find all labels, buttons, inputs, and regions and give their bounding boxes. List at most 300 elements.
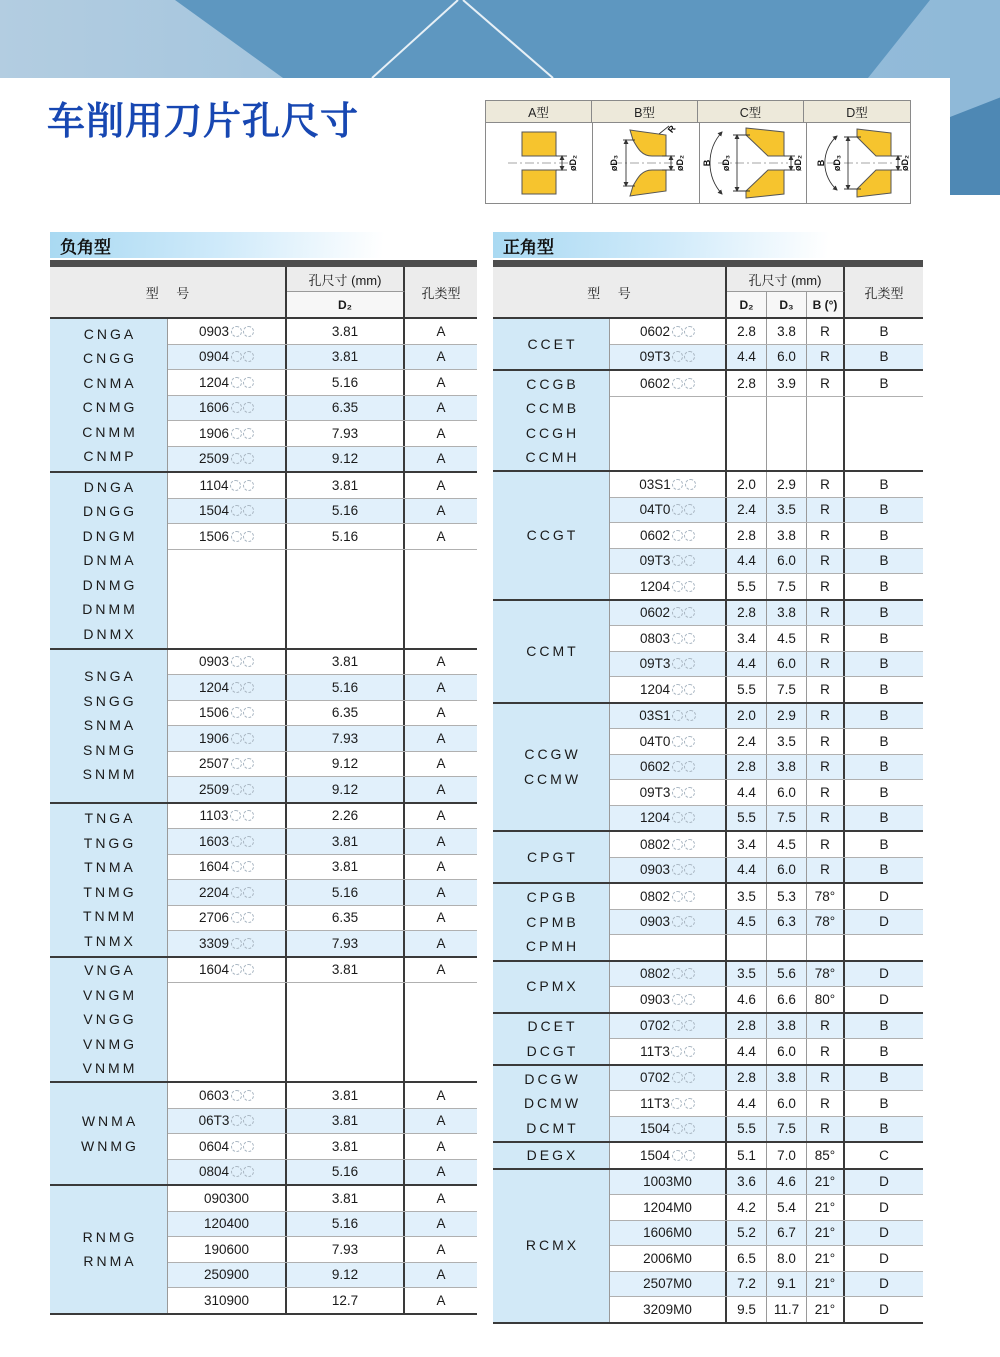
model-cell <box>168 931 287 956</box>
series-rows <box>168 319 477 471</box>
model-cell <box>168 1212 287 1237</box>
series-names-cell <box>493 371 610 470</box>
hole-type-cell: A <box>436 859 446 875</box>
dashed-circle-icon <box>231 656 242 667</box>
model-number: 1603 <box>198 833 230 849</box>
dimension-cell: R <box>807 806 845 831</box>
model-cell <box>610 1272 727 1297</box>
empty-row <box>610 934 923 960</box>
model-cell <box>610 319 727 344</box>
dashed-circle-icon <box>684 1098 695 1109</box>
dashed-circle-icon <box>684 787 695 798</box>
dashed-circle-icon <box>672 530 683 541</box>
dashed-circle-icon <box>243 938 254 949</box>
dashed-circle-icon <box>231 912 242 923</box>
dimension-cell: 3.5 <box>727 962 767 987</box>
series-name: VNGG <box>83 1011 137 1027</box>
model-cell <box>610 345 727 370</box>
dashed-circle-icon <box>243 1166 254 1177</box>
model-cell <box>610 1297 727 1322</box>
model-cell <box>168 1186 287 1211</box>
model-number: 1604 <box>198 859 230 875</box>
dashed-circle-icon <box>243 351 254 362</box>
table-row <box>610 1245 923 1271</box>
model-cell <box>610 729 727 754</box>
dim-label-d2: øD₂ <box>675 155 685 171</box>
dashed-circle-icon <box>672 351 683 362</box>
model-number: 0804 <box>198 1164 230 1180</box>
dimension-cell: 7.93 <box>287 931 405 956</box>
model-series-group <box>50 958 477 1084</box>
dashed-circle-icon <box>684 1123 695 1134</box>
table-row <box>610 704 923 729</box>
table-row <box>610 1220 923 1246</box>
model-cell <box>168 1263 287 1288</box>
dimension-cell <box>287 550 405 648</box>
model-number: 1604 <box>198 962 230 978</box>
col-header-d2: D₂ <box>287 292 405 317</box>
dimension-cell: 80° <box>807 987 845 1012</box>
dimension-cell: 5.3 <box>767 884 807 909</box>
hole-type-cell: A <box>436 884 446 900</box>
model-number: 0602 <box>639 759 671 775</box>
hole-type-cell: D <box>879 1276 889 1292</box>
series-name: TNGA <box>84 810 136 826</box>
dashed-circle-icon <box>672 607 683 618</box>
model-number: 2204 <box>198 884 230 900</box>
banner-lines <box>0 0 1000 78</box>
model-cell <box>610 1066 727 1091</box>
model-number: 0702 <box>639 1018 671 1034</box>
model-series-group <box>50 650 477 804</box>
model-cell <box>610 523 727 548</box>
model-series-group <box>493 1014 923 1066</box>
model-cell <box>610 1246 727 1271</box>
dimension-cell <box>767 397 807 471</box>
series-name: DCGT <box>526 1042 579 1059</box>
dimension-cell: 2.9 <box>767 472 807 497</box>
dimension-cell: 6.0 <box>767 1039 807 1064</box>
model-number: 1104 <box>199 477 229 493</box>
series-name: CCGB <box>526 375 579 392</box>
model-cell <box>610 1143 727 1168</box>
model-number: 1906 <box>198 425 230 441</box>
dimension-cell: 4.5 <box>767 626 807 651</box>
section-divider <box>50 260 477 267</box>
table-row <box>610 857 923 883</box>
dimension-cell: 4.4 <box>727 652 767 677</box>
table-row <box>168 1287 477 1313</box>
model-number: 1204M0 <box>643 1199 692 1215</box>
model-series-group <box>493 472 923 601</box>
model-cell <box>610 626 727 651</box>
hole-type-cell: B <box>879 1018 889 1034</box>
type-a-diagram <box>486 123 593 203</box>
model-cell <box>610 371 727 396</box>
dashed-circle-icon <box>231 784 242 795</box>
dimension-cell: 4.4 <box>727 549 767 574</box>
hole-type-cell: A <box>436 654 446 670</box>
dimension-cell: 5.5 <box>727 677 767 702</box>
series-names-cell <box>50 958 168 1082</box>
hole-type-cell: A <box>436 1138 446 1154</box>
dashed-circle-icon <box>684 684 695 695</box>
model-cell <box>610 704 727 729</box>
dashed-circle-icon <box>684 581 695 592</box>
series-name: CCMB <box>525 400 580 416</box>
table-row <box>168 776 477 802</box>
table-row <box>610 472 923 497</box>
dimension-cell: 5.1 <box>727 1143 767 1168</box>
dimension-cell: 4.4 <box>727 780 767 805</box>
model-cell <box>610 780 727 805</box>
table-row <box>168 854 477 880</box>
series-name: CCGT <box>526 527 579 543</box>
dim-label-b: B <box>816 159 826 167</box>
model-number: 1506 <box>198 705 230 721</box>
dim-label-d3: øD₃ <box>832 154 842 172</box>
dimension-cell: R <box>807 755 845 780</box>
model-cell <box>168 447 287 472</box>
dashed-circle-icon <box>684 326 695 337</box>
dashed-circle-icon <box>231 733 242 744</box>
dashed-circle-icon <box>243 707 254 718</box>
series-rows <box>610 704 923 831</box>
dashed-circle-icon <box>231 1090 242 1101</box>
col-header-d2: D₂ <box>727 292 767 317</box>
dashed-circle-icon <box>231 1115 242 1126</box>
dashed-circle-icon <box>684 530 695 541</box>
col-header-model: 型 号 <box>493 267 727 317</box>
type-b-diagram <box>593 123 700 203</box>
model-cell <box>610 574 727 599</box>
dimension-cell: 3.81 <box>287 345 405 370</box>
table-header <box>493 267 923 319</box>
dim-label-d2: øD₂ <box>568 155 578 171</box>
hole-type-cell: B <box>879 1070 889 1086</box>
dimension-cell: R <box>807 574 845 599</box>
series-name: CPGB <box>526 889 579 905</box>
series-rows <box>610 884 923 960</box>
dimension-cell: 2.9 <box>767 704 807 729</box>
section-header-negative <box>50 232 477 258</box>
model-series-group <box>493 884 923 962</box>
dashed-circle-icon <box>243 1141 254 1152</box>
series-rows <box>610 1143 923 1168</box>
dashed-circle-icon <box>672 555 683 566</box>
dimension-cell: 3.81 <box>287 1186 405 1211</box>
model-cell <box>168 319 287 344</box>
dimension-cell: 5.16 <box>287 499 405 524</box>
model-cell <box>610 884 727 909</box>
series-name: DEGX <box>526 1147 579 1163</box>
section-header-positive <box>493 232 923 258</box>
model-cell <box>168 829 287 854</box>
hole-type-cell: A <box>436 1241 446 1257</box>
model-number: 0903 <box>198 323 230 339</box>
model-cell <box>168 1134 287 1159</box>
table-row <box>610 1014 923 1039</box>
model-number: 03S1 <box>639 476 671 492</box>
model-series-group <box>493 601 923 704</box>
hole-type-cell: C <box>879 1147 889 1163</box>
dimension-cell: 4.4 <box>727 858 767 883</box>
hole-type-cell: A <box>436 1292 446 1308</box>
hole-type-cell: A <box>436 503 446 519</box>
series-name: RNMG <box>82 1228 138 1245</box>
table-row <box>610 884 923 909</box>
col-header-hole-type: 孔类型 <box>864 285 904 301</box>
hole-type-cell: D <box>879 1225 889 1241</box>
dimension-cell: 7.5 <box>767 806 807 831</box>
model-number: 2509 <box>198 781 230 797</box>
dimension-cell: R <box>807 1117 845 1142</box>
dimension-cell <box>727 935 767 960</box>
table-row <box>168 369 477 395</box>
table-row <box>168 725 477 751</box>
model-cell <box>168 421 287 446</box>
model-number: 0903 <box>639 991 671 1007</box>
dimension-cell: 5.16 <box>287 1212 405 1237</box>
table-row <box>610 676 923 702</box>
series-name: TNMA <box>84 859 136 875</box>
series-names-cell <box>50 319 168 471</box>
series-name: CPMH <box>525 938 580 954</box>
table-row <box>610 1038 923 1064</box>
model-number: 0903 <box>198 654 230 670</box>
table-row <box>168 344 477 370</box>
hole-type-cell: B <box>879 681 889 697</box>
dim-label-d2: øD₂ <box>900 155 910 171</box>
series-name: WNMG <box>81 1137 139 1154</box>
dashed-circle-icon <box>243 326 254 337</box>
model-number: 0802 <box>639 836 671 852</box>
model-series-group <box>493 704 923 833</box>
series-names-cell <box>50 473 168 648</box>
model-cell <box>168 752 287 777</box>
dashed-circle-icon <box>684 916 695 927</box>
table-row <box>168 446 477 472</box>
table-body <box>493 319 923 1324</box>
model-cell <box>168 1237 287 1262</box>
dimension-cell: 6.6 <box>767 987 807 1012</box>
hole-type-cell <box>845 397 923 471</box>
table-row <box>168 804 477 829</box>
model-cell <box>168 473 287 498</box>
dashed-circle-icon <box>243 836 254 847</box>
hole-type-cell: A <box>436 349 446 365</box>
model-number: 1506 <box>198 528 230 544</box>
type-d-diagram <box>807 123 913 203</box>
series-rows <box>610 962 923 1012</box>
table-row <box>168 930 477 956</box>
dimension-cell: R <box>807 1091 845 1116</box>
model-cell <box>610 910 727 935</box>
dim-label-r: R <box>665 123 678 135</box>
hole-type-cell: B <box>879 784 889 800</box>
section-title: 正角型 <box>503 237 554 257</box>
model-number: 1504 <box>198 503 230 519</box>
table-row <box>610 651 923 677</box>
model-cell <box>168 1083 287 1108</box>
model-number: 2006M0 <box>643 1250 692 1266</box>
dimension-cell: R <box>807 626 845 651</box>
dashed-circle-icon <box>243 480 254 491</box>
dimension-cell: 7.5 <box>767 677 807 702</box>
series-name: CPMB <box>526 913 579 930</box>
series-name: CCMT <box>526 642 579 659</box>
dashed-circle-icon <box>684 607 695 618</box>
dashed-circle-icon <box>231 938 242 949</box>
dimension-cell: 3.81 <box>287 319 405 344</box>
dimension-cell: R <box>807 677 845 702</box>
series-rows <box>610 1170 923 1322</box>
dimension-cell: 2.8 <box>727 523 767 548</box>
hole-type-cell: D <box>879 966 889 982</box>
hole-type-cell: A <box>436 374 446 390</box>
dashed-circle-icon <box>684 736 695 747</box>
dashed-circle-icon <box>672 891 683 902</box>
dimension-cell: 21° <box>807 1221 845 1246</box>
table-row <box>168 700 477 726</box>
dimension-cell: 2.8 <box>727 601 767 626</box>
hole-type-cell: A <box>436 910 446 926</box>
dimension-cell: 21° <box>807 1246 845 1271</box>
dimension-cell: 11.7 <box>767 1297 807 1322</box>
dashed-circle-icon <box>672 684 683 695</box>
hole-type-cell: B <box>879 323 889 339</box>
dimension-cell: 9.5 <box>727 1297 767 1322</box>
hole-type-cell: A <box>436 1113 446 1129</box>
hole-type-cell: B <box>879 349 889 365</box>
hole-type-cell: A <box>436 451 446 467</box>
dimension-cell: 5.5 <box>727 1117 767 1142</box>
series-name: DNMX <box>83 625 137 642</box>
dimension-cell <box>767 935 807 960</box>
model-cell <box>610 601 727 626</box>
series-rows <box>168 1083 477 1184</box>
series-rows <box>168 804 477 956</box>
series-name: DCET <box>527 1018 578 1034</box>
hole-type-cell: B <box>879 502 889 518</box>
series-name: TNGG <box>83 834 137 851</box>
dimension-cell: R <box>807 704 845 729</box>
table-row <box>610 371 923 396</box>
series-name: TNMX <box>84 932 136 949</box>
model-number: 0702 <box>639 1070 671 1086</box>
dashed-circle-icon <box>231 377 242 388</box>
col-header-d3: D₃ <box>767 292 807 317</box>
dashed-circle-icon <box>243 377 254 388</box>
diagram-type-b-label: B型 <box>592 101 698 122</box>
series-name: SNMM <box>82 766 138 783</box>
dimension-cell: R <box>807 1014 845 1039</box>
series-name: DCGW <box>524 1070 581 1087</box>
series-rows <box>610 1066 923 1142</box>
hole-type-cell: A <box>436 1267 446 1283</box>
series-name: RCMX <box>525 1237 580 1254</box>
dimension-cell <box>727 397 767 471</box>
dimension-cell: 6.35 <box>287 906 405 931</box>
dimension-cell: 3.5 <box>727 884 767 909</box>
empty-row <box>610 396 923 471</box>
hole-type-cell: A <box>436 425 446 441</box>
table-row <box>168 879 477 905</box>
dimension-cell: 6.35 <box>287 701 405 726</box>
dashed-circle-icon <box>672 787 683 798</box>
series-names-cell <box>493 472 610 599</box>
table-row <box>168 674 477 700</box>
dimension-cell: 2.0 <box>727 704 767 729</box>
dashed-circle-icon <box>231 402 242 413</box>
diagram-body-row <box>486 123 910 203</box>
hole-type-cell <box>845 935 923 960</box>
series-name: SNGG <box>83 692 137 709</box>
model-number: 2507M0 <box>643 1276 692 1292</box>
dimension-cell: 3.8 <box>767 755 807 780</box>
series-name: SNMG <box>83 741 137 758</box>
dimension-cell: 9.1 <box>767 1272 807 1297</box>
hole-type-cell: A <box>436 781 446 797</box>
model-cell <box>610 1091 727 1116</box>
series-names-cell <box>50 1186 168 1313</box>
dimension-cell: 7.93 <box>287 421 405 446</box>
dimension-cell: 3.5 <box>767 498 807 523</box>
series-names-cell <box>50 804 168 956</box>
dashed-circle-icon <box>672 658 683 669</box>
model-number: 0903 <box>639 862 671 878</box>
hole-type-cell: A <box>436 756 446 772</box>
model-number: 09T3 <box>639 784 671 800</box>
dimension-cell: 3.81 <box>287 1083 405 1108</box>
dimension-cell: 5.5 <box>727 806 767 831</box>
diagram-header-row <box>486 101 910 123</box>
dashed-circle-icon <box>684 891 695 902</box>
series-rows <box>168 1186 477 1313</box>
dimension-cell: 5.16 <box>287 675 405 700</box>
model-number: 1204 <box>639 681 671 697</box>
model-cell <box>610 1014 727 1039</box>
dashed-circle-icon <box>243 912 254 923</box>
dashed-circle-icon <box>672 1072 683 1083</box>
series-name: CCMH <box>525 449 580 465</box>
model-cell <box>610 1195 727 1220</box>
model-number: 1204 <box>198 374 230 390</box>
series-name: CCMW <box>523 770 582 787</box>
hole-type-cell: B <box>879 836 889 852</box>
model-cell <box>168 524 287 549</box>
page-title: 车削用刀片孔尺寸 <box>47 101 360 143</box>
model-number: 0602 <box>639 375 671 391</box>
hole-type-cell: B <box>879 708 889 724</box>
dimension-cell: R <box>807 472 845 497</box>
table-row <box>610 909 923 935</box>
table-row <box>610 1271 923 1297</box>
table-row <box>168 523 477 549</box>
model-number: 1103 <box>199 808 229 824</box>
series-names-cell <box>493 832 610 882</box>
model-series-group <box>50 1083 477 1186</box>
dimension-cell: 8.0 <box>767 1246 807 1271</box>
dashed-circle-icon <box>243 887 254 898</box>
dashed-circle-icon <box>671 1046 682 1057</box>
model-number: 1204 <box>639 578 671 594</box>
dimension-cell: 4.5 <box>727 910 767 935</box>
table-row <box>610 1143 923 1168</box>
dimension-cell: 3.81 <box>287 958 405 983</box>
series-rows <box>610 832 923 882</box>
dashed-circle-icon <box>243 758 254 769</box>
